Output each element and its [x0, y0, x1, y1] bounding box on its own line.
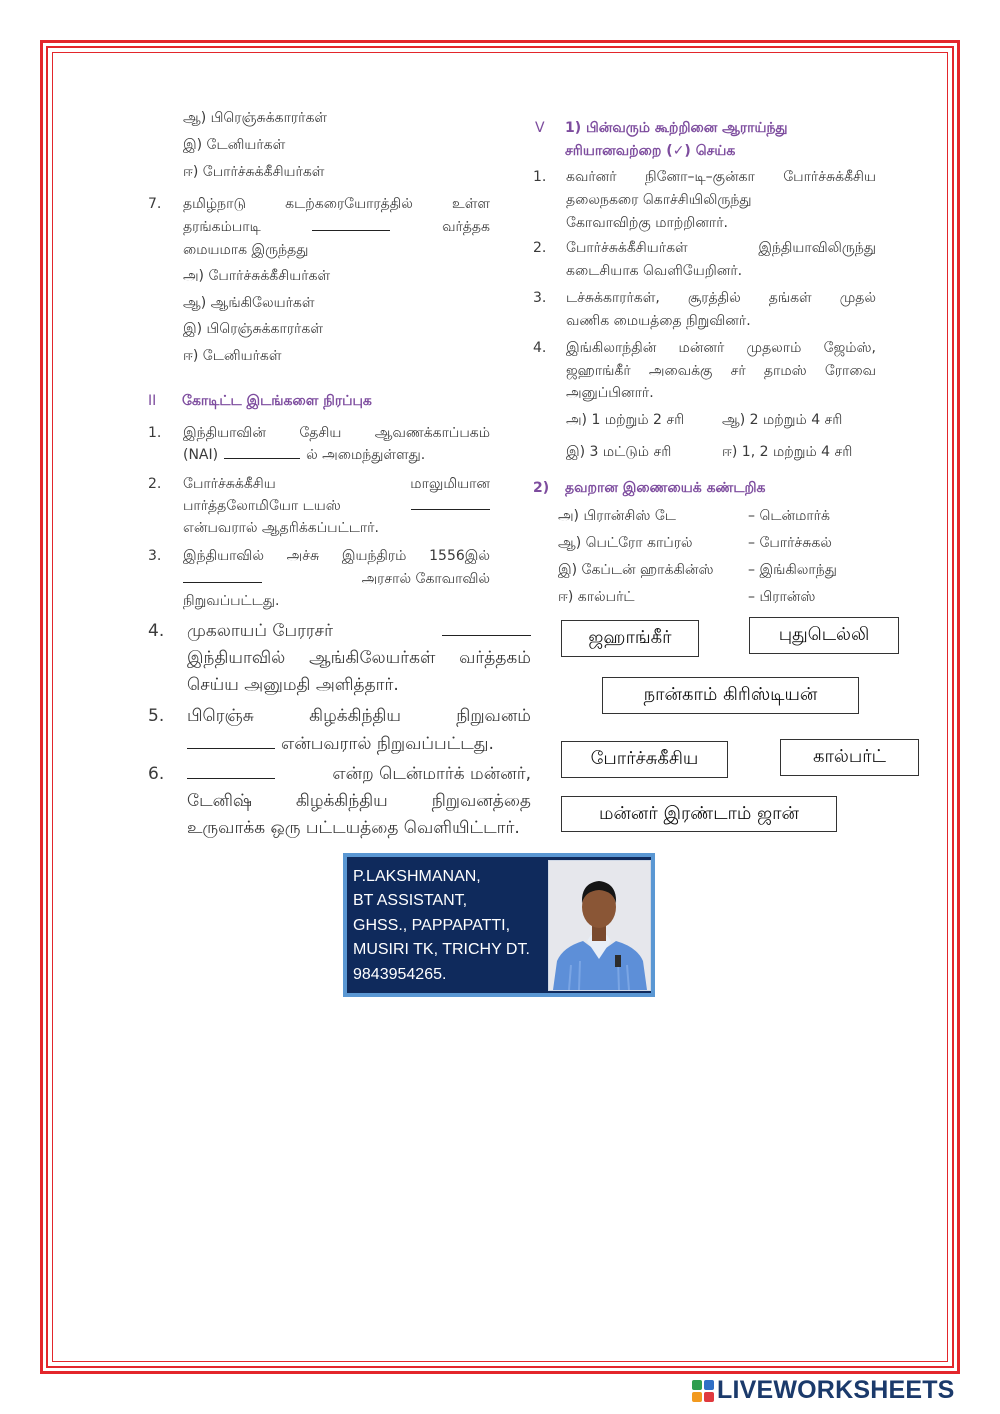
- section-2-number: II: [148, 393, 157, 409]
- fill-6-number: 6.: [148, 764, 165, 784]
- pair-right: – பிரான்ஸ்: [748, 589, 816, 605]
- option-c: இ) பிரெஞ்சுக்காரர்கள்: [183, 321, 323, 338]
- blank-fill-3[interactable]: [183, 571, 262, 583]
- choice-c: இ) 3 மட்டும் சரி: [566, 444, 672, 460]
- fill-4-text: [187, 618, 531, 699]
- fill-6-line: உருவாக்க ஒரு பட்டயத்தை வெளியிட்டார்.: [187, 818, 520, 838]
- statement-line: ஜஹாங்கீர் அவைக்கு சர் தாமஸ் ரோவை: [566, 362, 876, 379]
- fill-4-text-before: முகலாயப் பேரரசர்: [187, 621, 333, 641]
- fill-4-line: [187, 618, 531, 645]
- fill-1-text-before: (NAI): [183, 447, 219, 463]
- statement-line: அனுப்பினார்.: [566, 385, 654, 401]
- fill-6-text-after: என்ற டென்மார்க் மன்னர்,: [332, 764, 531, 784]
- statement-3-number: 3.: [533, 290, 547, 306]
- fill-5-text: [187, 702, 531, 758]
- option-b: ஆ) பிரெஞ்சுக்காரர்கள்: [183, 110, 328, 126]
- fill-1-text-after: ல் அமைந்துள்ளது.: [306, 447, 426, 463]
- pair-right: – இங்கிலாந்து: [748, 562, 837, 578]
- previous-question-options: [183, 105, 327, 186]
- liveworksheets-logo: [692, 1376, 955, 1405]
- statement-line: தலைநகரை கொச்சியிலிருந்து: [566, 192, 752, 208]
- answer-chip[interactable]: மன்னர் இரண்டாம் ஜான்: [561, 796, 837, 832]
- option-b: ஆ) ஆங்கிலேயர்கள்: [183, 294, 315, 311]
- fill-2-number: 2.: [148, 476, 162, 492]
- statement-4-text: [566, 337, 876, 405]
- option-d: ஈ) டேனியர்கள்: [183, 348, 282, 365]
- choice-a: அ) 1 மற்றும் 2 சரி: [566, 412, 685, 428]
- author-location: MUSIRI TK, TRICHY DT.: [353, 941, 530, 959]
- answer-chip[interactable]: நான்காம் கிரிஸ்டியன்: [602, 677, 859, 714]
- statement-line: டச்சுக்காரர்கள், சூரத்தில் தங்கள் முதல்: [566, 290, 876, 306]
- question-7-text-after: வர்த்தக: [442, 219, 490, 235]
- statement-line: வணிக மையத்தை நிறுவினர்.: [566, 313, 751, 329]
- fill-4-line: செய்ய அனுமதி அளித்தார்.: [187, 675, 399, 695]
- section-5-heading-line: சரியானவற்றை (✓) செய்க: [565, 143, 736, 159]
- option-c: இ) டேனியர்கள்: [183, 137, 286, 153]
- statement-line: கோவாவிற்கு மாற்றினார்.: [566, 215, 728, 231]
- fill-3-line: இந்தியாவில் அச்சு இயந்திரம் 1556இல்: [183, 548, 490, 564]
- pairs-right-column: [748, 503, 837, 611]
- option-d: ஈ) போர்ச்சுக்கீசியர்கள்: [183, 164, 325, 180]
- option-a: அ) போர்ச்சுக்கீசியர்கள்: [183, 268, 331, 284]
- fill-1-number: 1.: [148, 425, 162, 441]
- blank-fill-6[interactable]: [187, 767, 275, 779]
- statement-2-number: 2.: [533, 240, 547, 256]
- statement-1-text: [566, 166, 876, 235]
- statement-4-number: 4.: [533, 340, 547, 356]
- fill-1-line: இந்தியாவின் தேசிய ஆவணக்காப்பகம்: [183, 425, 490, 441]
- blank-fill-1[interactable]: [224, 447, 300, 459]
- fill-2-line: [183, 495, 490, 517]
- fill-6-line: [187, 761, 531, 788]
- author-card: [343, 853, 655, 997]
- fill-5-text-after: என்பவரால் நிறுவப்பட்டது.: [281, 734, 494, 754]
- fill-4-line: இந்தியாவில் ஆங்கிலேயர்கள் வர்த்தகம்: [187, 648, 531, 668]
- part-2-number: 2): [533, 480, 550, 496]
- fill-1-text: [183, 422, 490, 466]
- section-5-heading: [565, 117, 788, 163]
- pair-right: – போர்ச்சுகல்: [748, 535, 832, 551]
- answer-chip[interactable]: கால்பர்ட்: [780, 739, 919, 776]
- fill-6-text: [187, 761, 531, 842]
- choice-d: ஈ) 1, 2 மற்றும் 4 சரி: [722, 444, 853, 460]
- statement-line: கவர்னர் நினோ–டி–குன்கா போர்ச்சுக்கீசிய: [566, 169, 876, 185]
- section-5-heading-line: 1) பின்வரும் கூற்றினை ஆராய்ந்து: [565, 120, 788, 136]
- author-name: P.LAKSHMANAN,: [353, 868, 481, 885]
- author-phone: 9843954265.: [353, 965, 447, 983]
- fill-2-text: [183, 473, 490, 539]
- liveworksheets-brand-text: LIVEWORKSHEETS: [717, 1376, 955, 1404]
- pair-right: – டென்மார்க்: [748, 508, 830, 524]
- person-photo-icon: [549, 861, 650, 990]
- pairs-left-column: [558, 503, 714, 611]
- pair-left: இ) கேப்டன் ஹாக்கின்ஸ்: [558, 562, 714, 578]
- pair-left: ஆ) பெட்ரோ காப்ரல்: [558, 535, 693, 551]
- pair-left: அ) பிரான்சிஸ் டே: [558, 508, 676, 524]
- fill-1-line: [183, 444, 490, 466]
- fill-4-number: 4.: [148, 621, 165, 641]
- liveworksheets-logo-icon: [692, 1380, 714, 1402]
- question-7-line: மையமாக இருந்தது: [183, 242, 309, 258]
- fill-3-text: [183, 545, 490, 613]
- fill-2-line: என்பவரால் ஆதரிக்கப்பட்டார்.: [183, 520, 379, 536]
- question-7-number: 7.: [148, 196, 162, 212]
- answer-chip[interactable]: ஜஹாங்கீர்: [561, 620, 699, 657]
- statement-line: போர்ச்சுக்கீசியர்கள் இந்தியாவிலிருந்து: [566, 240, 876, 256]
- fill-5-line: [187, 730, 531, 758]
- fill-5-number: 5.: [148, 706, 165, 726]
- statement-3-text: [566, 287, 876, 333]
- statement-line: கடைசியாக வெளியேறினர்.: [566, 263, 743, 279]
- section-5-number: V: [535, 120, 545, 136]
- question-7-line: [183, 216, 490, 239]
- part-2-title: தவறான இணையைக் கண்டறிக: [565, 480, 766, 496]
- author-school: GHSS., PAPPAPATTI,: [353, 916, 511, 934]
- fill-3-line: நிறுவப்பட்டது.: [183, 593, 280, 609]
- blank-fill-4[interactable]: [442, 624, 531, 636]
- choice-b: ஆ) 2 மற்றும் 4 சரி: [722, 412, 843, 428]
- statement-1-number: 1.: [533, 169, 547, 185]
- question-7-options: [183, 263, 330, 370]
- question-7-text-before: தரங்கம்பாடி: [183, 219, 261, 235]
- author-photo: [548, 860, 651, 991]
- statement-line: இங்கிலாந்தின் மன்னர் முதலாம் ஜேம்ஸ்,: [566, 340, 876, 356]
- author-details: [353, 865, 530, 987]
- blank-q7[interactable]: [312, 219, 390, 231]
- answer-chip[interactable]: போர்ச்சுகீசிய: [561, 741, 728, 778]
- section-2-title: கோடிட்ட இடங்களை நிரப்புக: [182, 393, 372, 409]
- question-7-line: தமிழ்நாடு கடற்கரையோரத்தில் உள்ள: [183, 196, 490, 212]
- fill-3-number: 3.: [148, 548, 162, 564]
- fill-5-line: பிரெஞ்சு கிழக்கிந்திய நிறுவனம்: [187, 706, 531, 726]
- blank-fill-5[interactable]: [187, 737, 275, 749]
- statement-2-text: [566, 237, 876, 283]
- fill-3-line: [183, 568, 490, 591]
- fill-6-line: டேனிஷ் கிழக்கிந்திய நிறுவனத்தை: [187, 791, 531, 811]
- fill-3-text-after: அரசால் கோவாவில்: [361, 570, 490, 587]
- pair-left: ஈ) கால்பர்ட்: [558, 589, 635, 605]
- author-designation: BT ASSISTANT,: [353, 892, 468, 910]
- answer-chip[interactable]: புதுடெல்லி: [749, 617, 899, 654]
- fill-2-line: போர்ச்சுக்கீசிய மாலுமியான: [183, 476, 490, 492]
- question-7-text: [183, 193, 490, 262]
- blank-fill-2[interactable]: [411, 498, 490, 510]
- fill-2-text-before: பார்த்தலோமியோ டயஸ்: [183, 498, 341, 514]
